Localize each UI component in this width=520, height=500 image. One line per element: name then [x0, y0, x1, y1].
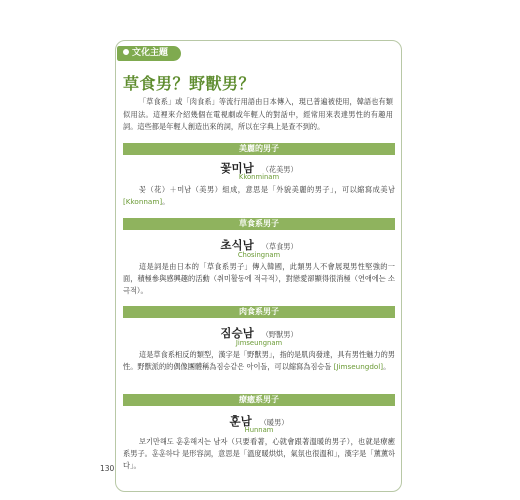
entry-header-4: 療癒系男子 — [123, 394, 395, 406]
entry-header-1: 美麗的男子 — [123, 143, 395, 155]
entry-korean-1: 꽃미남 — [220, 161, 254, 175]
entry-body-end-3: 。 — [383, 362, 391, 371]
section-tab-label: 文化主題 — [132, 48, 169, 58]
entry-header-2: 草食系男子 — [123, 218, 395, 230]
entry-body-roman-3: [Jimseungdol] — [333, 362, 384, 371]
entry-body-text-1: 꽃（花）＋미남（美男）組成，意思是「外貌美麗的男子」，可以縮寫成美남 — [139, 185, 395, 194]
entry-roman-1: Kkonminam — [238, 173, 280, 181]
entry-body-4 — [123, 436, 395, 472]
entry-body-3 — [123, 349, 395, 373]
entry-roman-2: Chosingnam — [237, 251, 281, 259]
entry-header-3: 肉食系男子 — [123, 306, 395, 318]
entry-hanja-3: （野獸男） — [261, 330, 298, 339]
entry-hanja-4: （暖男） — [259, 418, 289, 427]
entry-body-1 — [123, 184, 395, 208]
page-title: 草食男？野獸男？ — [123, 74, 256, 93]
entry-body-text-4: 보기만해도 훈훈해지는 남자（只要看著，心就會跟著溫暖的男子），也就是療癒系男子。훈훈하다 是形容詞，意思是「溫度暖烘烘，氣氛也很溫和」，漢字是「薰薰하다」。 — [123, 437, 395, 470]
entry-korean-3: 짐승남 — [220, 326, 254, 340]
entry-roman-3: Jimseungnam — [235, 339, 283, 347]
section-tab — [117, 46, 181, 61]
intro-paragraph: 「草食系」或「肉食系」等流行用語由日本傳入，現已普遍被使用，韓語也有類似用法。這裡來介紹幾個在電視劇或年輕人的對話中，經常用來表達男性的有趣用詞。這些都是年輕人創造出來的詞，所以在字典上是查不到的。 — [123, 97, 393, 131]
entry-korean-2: 초식남 — [220, 238, 254, 252]
entry-hanja-2: （草食男） — [261, 242, 298, 251]
entry-body-2 — [123, 261, 395, 297]
entry-korean-4: 훈남 — [229, 414, 252, 428]
entry-body-text-3: 這是草食系相反的類型，漢字是「野獸男」，指的是肌肉發達，具有男性魅力的男性。野獸派的的偶像團體稱為짐승같은 아이돌，可以縮寫為짐승돌 — [123, 350, 395, 371]
entry-body-end-1: 。 — [162, 197, 170, 206]
entry-body-text-2: 這是詞是由日本的「草食系男子」傳入韓國，此類男人不會展現男性堅強的一面，積極參與感興趣的活動（취미활동에 적극적），對戀愛卻顯得很消極（연애에는 소극적）。 — [123, 262, 395, 295]
bullet-icon — [123, 49, 129, 55]
entry-roman-4: Hunnam — [244, 426, 274, 434]
entry-hanja-1: （花美男） — [261, 165, 298, 174]
entry-body-roman-1: [Kkonnam] — [123, 197, 163, 206]
page-number: 130 — [100, 464, 115, 473]
